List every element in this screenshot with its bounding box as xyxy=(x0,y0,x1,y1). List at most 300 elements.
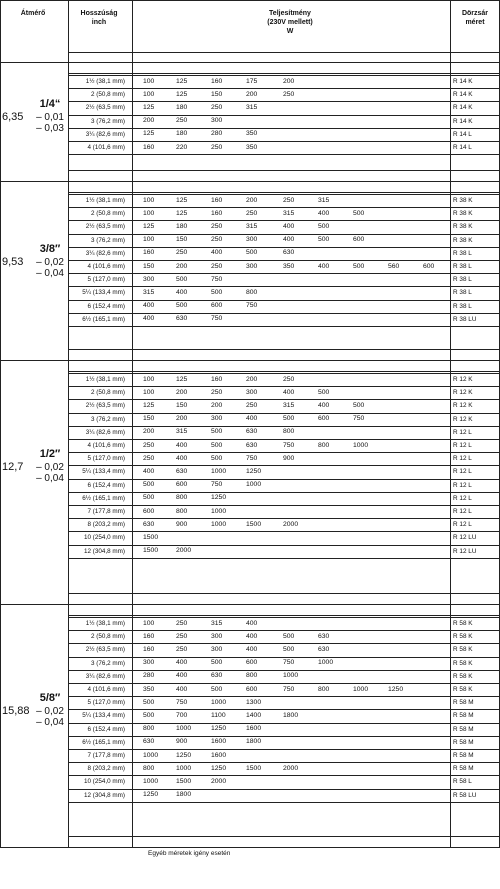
power-value: 150 xyxy=(211,90,223,98)
column-border xyxy=(0,0,1,847)
length-cell: 7 (177,8 mm) xyxy=(87,508,125,515)
power-value: 200 xyxy=(176,388,188,396)
power-value: 500 xyxy=(176,302,188,310)
reamer-code: R 38 L xyxy=(453,302,472,310)
power-value: 750 xyxy=(176,698,188,706)
power-value: 400 xyxy=(318,401,330,409)
reamer-code: R 58 K xyxy=(453,646,473,654)
power-value: 100 xyxy=(143,375,155,383)
row-border xyxy=(68,313,500,314)
length-cell: 12 (304,8 mm) xyxy=(84,791,125,799)
row-border xyxy=(68,273,500,274)
power-value: 300 xyxy=(246,262,258,270)
length-cell: 3 (76,2 mm) xyxy=(91,117,125,125)
power-value: 200 xyxy=(246,196,258,204)
power-value: 250 xyxy=(283,375,295,383)
power-value: 125 xyxy=(176,196,188,204)
power-value: 250 xyxy=(176,619,188,627)
power-value: 160 xyxy=(143,632,155,640)
reamer-code: R 12 LU xyxy=(453,534,477,542)
row-border xyxy=(68,426,500,427)
tolerance-lower: – 0,04 xyxy=(36,473,64,485)
group-spacer-line xyxy=(68,593,500,594)
header-reamer-line1: Dörzsár xyxy=(461,10,489,17)
length-cell: 3¼ (82,6 mm) xyxy=(85,672,125,680)
power-value: 400 xyxy=(283,236,295,244)
power-value: 1000 xyxy=(211,520,227,528)
reamer-code: R 14 L xyxy=(453,130,472,138)
power-value: 160 xyxy=(143,249,155,257)
footnote: Egyéb méretek igény esetén xyxy=(148,850,231,857)
power-value: 630 xyxy=(211,672,223,680)
power-value: 280 xyxy=(143,672,155,680)
reamer-code: R 12 LU xyxy=(453,547,477,555)
length-cell: 3¼ (82,6 mm) xyxy=(85,130,125,138)
length-cell: 6½ (165,1 mm) xyxy=(82,315,125,323)
reamer-code: R 12 L xyxy=(453,481,472,489)
power-value: 800 xyxy=(318,685,330,693)
power-value: 700 xyxy=(176,711,188,719)
power-value: 160 xyxy=(211,77,223,85)
row-border xyxy=(68,154,500,155)
reamer-code: R 12 L xyxy=(453,468,472,476)
group-spacer-line xyxy=(68,349,500,350)
power-value: 800 xyxy=(283,428,295,436)
power-value: 160 xyxy=(143,645,155,653)
power-value: 400 xyxy=(176,672,188,680)
header-power-line2: (230V mellett) xyxy=(267,18,313,26)
header-length-line1: Hosszúság xyxy=(80,10,118,17)
length-cell: 1½ (38,1 mm) xyxy=(85,197,125,204)
power-value: 300 xyxy=(211,645,223,653)
power-value: 200 xyxy=(211,401,223,409)
group-spacer-line xyxy=(68,192,500,193)
length-cell: 10 (254,0 mm) xyxy=(84,778,125,786)
row-border xyxy=(68,789,500,790)
power-value: 100 xyxy=(143,209,155,217)
power-value: 500 xyxy=(283,632,295,640)
row-border xyxy=(68,505,500,506)
power-value: 250 xyxy=(211,222,223,230)
tolerance-upper: – 0,01 xyxy=(36,111,64,123)
reamer-code: R 38 L xyxy=(453,249,472,257)
power-value: 315 xyxy=(318,196,330,204)
row-border xyxy=(68,762,500,763)
power-value: 2000 xyxy=(176,547,192,555)
row-border xyxy=(68,115,500,116)
power-value: 200 xyxy=(283,77,295,85)
power-value: 600 xyxy=(176,481,188,489)
power-value: 1600 xyxy=(211,738,227,746)
power-value: 630 xyxy=(318,632,330,640)
power-value: 315 xyxy=(246,103,258,111)
power-value: 500 xyxy=(143,698,155,706)
power-value: 150 xyxy=(143,415,155,423)
reamer-code: R 38 L xyxy=(453,263,472,270)
power-value: 100 xyxy=(143,619,155,627)
power-value: 1000 xyxy=(143,751,159,759)
power-value: 1000 xyxy=(143,777,159,785)
length-cell: 2½ (63,5 mm) xyxy=(85,223,125,231)
reamer-code: R 14 L xyxy=(453,144,472,151)
power-value: 280 xyxy=(211,130,223,138)
length-cell: 6 (152,4 mm) xyxy=(87,481,125,489)
row-border xyxy=(68,220,500,221)
group-spacer-line xyxy=(68,615,500,616)
header-reamer xyxy=(450,10,500,28)
power-value: 1400 xyxy=(246,711,262,719)
power-value: 500 xyxy=(211,659,223,667)
power-value: 1000 xyxy=(283,672,299,680)
power-value: 630 xyxy=(176,467,188,475)
power-value: 125 xyxy=(176,209,188,217)
length-cell: 2 (50,8 mm) xyxy=(91,633,125,641)
length-cell: 5 (127,0 mm) xyxy=(87,699,125,707)
power-value: 315 xyxy=(246,222,258,230)
group-separator xyxy=(0,604,500,605)
length-cell: 2 (50,8 mm) xyxy=(91,91,125,99)
power-value: 300 xyxy=(211,632,223,640)
row-border xyxy=(68,518,500,519)
length-cell: 1½ (38,1 mm) xyxy=(85,376,125,383)
row-border xyxy=(68,696,500,697)
group-separator xyxy=(0,181,500,182)
header-reamer-line2: méret xyxy=(465,18,485,26)
power-value: 1500 xyxy=(246,520,262,528)
power-value: 500 xyxy=(211,428,223,436)
tolerance-upper: – 0,02 xyxy=(36,706,64,718)
group-separator xyxy=(0,62,500,63)
tolerance-upper: – 0,02 xyxy=(36,257,64,268)
power-value: 400 xyxy=(176,685,188,693)
length-cell: 1½ (38,1 mm) xyxy=(85,620,125,627)
row-border xyxy=(68,413,500,414)
power-value: 250 xyxy=(176,249,188,257)
power-value: 100 xyxy=(143,388,155,396)
power-value: 800 xyxy=(176,507,188,515)
tolerance-lower: – 0,04 xyxy=(36,717,64,729)
power-value: 250 xyxy=(176,632,188,640)
reamer-code: R 58 M xyxy=(453,738,474,746)
power-value: 500 xyxy=(211,441,223,449)
power-value: 150 xyxy=(176,236,188,244)
power-value: 300 xyxy=(246,236,258,244)
reamer-code: R 58 K xyxy=(453,659,473,667)
power-value: 150 xyxy=(143,262,155,270)
power-value: 250 xyxy=(211,143,223,151)
power-value: 600 xyxy=(211,302,223,310)
diameter-fraction: 5/8″ xyxy=(39,692,61,705)
power-value: 400 xyxy=(143,315,155,323)
power-value: 600 xyxy=(423,262,435,270)
power-value: 400 xyxy=(211,249,223,257)
reamer-code: R 58 K xyxy=(453,633,473,641)
power-value: 250 xyxy=(143,441,155,449)
power-value: 500 xyxy=(353,262,365,270)
power-value: 400 xyxy=(318,209,330,217)
header-power-line1: Teljesítmény xyxy=(269,10,311,17)
row-border xyxy=(68,670,500,671)
power-value: 1000 xyxy=(176,725,192,733)
reamer-code: R 12 K xyxy=(453,402,473,410)
row-border xyxy=(68,247,500,248)
length-cell: 5 (127,0 mm) xyxy=(87,455,125,463)
reamer-code: R 58 K xyxy=(453,672,473,680)
length-cell: 5¼ (133,4 mm) xyxy=(82,289,125,297)
power-value: 1000 xyxy=(246,481,262,489)
row-border xyxy=(68,399,500,400)
length-cell: 7 (177,8 mm) xyxy=(87,752,125,759)
header-power xyxy=(132,10,448,36)
length-cell: 1½ (38,1 mm) xyxy=(85,78,125,85)
power-value: 300 xyxy=(143,275,155,283)
row-border xyxy=(68,492,500,493)
power-value: 750 xyxy=(283,659,295,667)
power-value: 400 xyxy=(283,222,295,230)
power-value: 1000 xyxy=(211,467,227,475)
power-value: 250 xyxy=(211,388,223,396)
power-value: 400 xyxy=(143,302,155,310)
power-value: 100 xyxy=(143,77,155,85)
row-border xyxy=(68,128,500,129)
power-value: 1250 xyxy=(211,725,227,733)
power-value: 350 xyxy=(143,685,155,693)
power-value: 315 xyxy=(176,428,188,436)
power-value: 150 xyxy=(176,401,188,409)
power-value: 630 xyxy=(143,738,155,746)
tolerance-lower: – 0,04 xyxy=(36,268,64,279)
power-value: 500 xyxy=(353,209,365,217)
power-value: 315 xyxy=(283,209,295,217)
power-value: 750 xyxy=(283,685,295,693)
group-spacer-line xyxy=(68,73,500,74)
row-border xyxy=(68,439,500,440)
header-diameter: Átmérő xyxy=(20,10,46,17)
header-length-line2: inch xyxy=(91,18,107,26)
power-value: 800 xyxy=(246,672,258,680)
power-value: 1000 xyxy=(211,507,227,515)
table-bottom-border xyxy=(0,847,500,848)
power-value: 750 xyxy=(283,441,295,449)
power-value: 125 xyxy=(176,77,188,85)
power-value: 500 xyxy=(283,415,295,423)
power-value: 160 xyxy=(211,209,223,217)
power-value: 800 xyxy=(318,441,330,449)
reamer-code: R 38 L xyxy=(453,276,472,284)
power-value: 500 xyxy=(211,288,223,296)
row-border xyxy=(68,88,500,89)
diameter-fraction: 1/2″ xyxy=(39,448,61,461)
row-border xyxy=(68,286,500,287)
power-value: 600 xyxy=(143,507,155,515)
row-border xyxy=(68,709,500,710)
power-value: 250 xyxy=(143,454,155,462)
length-cell: 2 (50,8 mm) xyxy=(91,389,125,397)
reamer-code: R 12 K xyxy=(453,415,473,423)
power-value: 300 xyxy=(143,659,155,667)
length-cell: 5 (127,0 mm) xyxy=(87,276,125,284)
power-value: 750 xyxy=(353,415,365,423)
power-value: 2000 xyxy=(211,777,227,785)
reamer-code: R 58 LU xyxy=(453,791,477,799)
power-value: 1000 xyxy=(353,441,369,449)
length-cell: 2 (50,8 mm) xyxy=(91,210,125,218)
power-value: 200 xyxy=(143,117,155,125)
power-value: 630 xyxy=(176,315,188,323)
length-cell: 6½ (165,1 mm) xyxy=(82,494,125,502)
power-value: 630 xyxy=(283,249,295,257)
reamer-code: R 38 K xyxy=(453,223,473,231)
length-cell: 4 (101,6 mm) xyxy=(87,442,125,449)
power-value: 630 xyxy=(246,441,258,449)
power-value: 1250 xyxy=(211,494,227,502)
power-value: 160 xyxy=(211,375,223,383)
power-value: 630 xyxy=(246,428,258,436)
row-border xyxy=(68,802,500,803)
row-border xyxy=(68,643,500,644)
power-value: 1300 xyxy=(246,698,262,706)
power-value: 250 xyxy=(283,90,295,98)
length-cell: 6 (152,4 mm) xyxy=(87,725,125,733)
row-border xyxy=(68,75,500,76)
power-value: 250 xyxy=(211,103,223,111)
power-value: 630 xyxy=(143,520,155,528)
power-value: 200 xyxy=(176,415,188,423)
tolerance-lower: – 0,03 xyxy=(36,122,64,134)
reamer-code: R 58 K xyxy=(453,686,473,693)
reamer-code: R 38 LU xyxy=(453,315,477,323)
power-value: 1000 xyxy=(176,764,192,772)
power-value: 600 xyxy=(353,236,365,244)
power-value: 200 xyxy=(246,90,258,98)
length-cell: 4 (101,6 mm) xyxy=(87,144,125,151)
power-value: 630 xyxy=(318,645,330,653)
reamer-code: R 38 L xyxy=(453,289,472,297)
reamer-code: R 14 K xyxy=(453,91,473,99)
power-value: 400 xyxy=(176,454,188,462)
reamer-code: R 12 K xyxy=(453,389,473,397)
power-value: 750 xyxy=(211,315,223,323)
power-value: 400 xyxy=(246,632,258,640)
diameter-mm: 9,53 xyxy=(2,256,24,268)
power-value: 250 xyxy=(246,401,258,409)
power-value: 500 xyxy=(283,645,295,653)
header-length xyxy=(68,10,130,28)
power-value: 200 xyxy=(246,375,258,383)
reamer-code: R 12 L xyxy=(453,508,472,515)
power-value: 1000 xyxy=(318,659,334,667)
length-cell: 3¼ (82,6 mm) xyxy=(85,428,125,436)
power-value: 125 xyxy=(143,401,155,409)
length-cell: 3 (76,2 mm) xyxy=(91,415,125,423)
power-value: 500 xyxy=(211,685,223,693)
power-value: 600 xyxy=(246,659,258,667)
power-value: 125 xyxy=(176,90,188,98)
diameter-mm: 6,35 xyxy=(2,110,24,123)
power-value: 560 xyxy=(388,262,400,270)
power-value: 250 xyxy=(176,117,188,125)
power-value: 300 xyxy=(211,117,223,125)
group-spacer-line xyxy=(68,371,500,372)
power-value: 1500 xyxy=(176,777,192,785)
power-value: 900 xyxy=(176,520,188,528)
row-border xyxy=(68,373,500,374)
length-cell: 2½ (63,5 mm) xyxy=(85,402,125,410)
length-cell: 2½ (63,5 mm) xyxy=(85,104,125,112)
power-value: 1100 xyxy=(211,711,226,719)
power-value: 400 xyxy=(176,441,188,449)
power-value: 900 xyxy=(176,738,188,746)
row-border xyxy=(68,300,500,301)
length-cell: 6 (152,4 mm) xyxy=(87,302,125,310)
row-border xyxy=(68,452,500,453)
length-cell: 3¼ (82,6 mm) xyxy=(85,249,125,257)
power-value: 1800 xyxy=(283,711,299,719)
power-value: 315 xyxy=(283,401,295,409)
length-cell: 3 (76,2 mm) xyxy=(91,659,125,667)
power-value: 750 xyxy=(246,302,258,310)
tolerance-upper: – 0,02 xyxy=(36,462,64,474)
diameter-mm: 15,88 xyxy=(2,705,30,718)
length-cell: 6½ (165,1 mm) xyxy=(82,738,125,746)
power-value: 200 xyxy=(176,262,188,270)
power-value: 800 xyxy=(246,288,258,296)
diameter-fraction: 1/4“ xyxy=(39,97,61,110)
power-value: 500 xyxy=(143,481,155,489)
row-border xyxy=(68,558,500,559)
row-border xyxy=(68,207,500,208)
power-value: 1000 xyxy=(353,685,369,693)
power-value: 400 xyxy=(283,388,295,396)
row-border xyxy=(68,465,500,466)
length-cell: 2½ (63,5 mm) xyxy=(85,646,125,654)
length-cell: 4 (101,6 mm) xyxy=(87,263,125,270)
power-value: 600 xyxy=(246,685,258,693)
power-value: 750 xyxy=(211,275,223,283)
power-value: 750 xyxy=(211,481,223,489)
power-value: 250 xyxy=(211,262,223,270)
reamer-code: R 14 K xyxy=(453,78,473,85)
length-cell: 5¼ (133,4 mm) xyxy=(82,712,125,720)
power-value: 500 xyxy=(211,454,223,462)
row-border xyxy=(68,479,500,480)
reamer-code: R 38 K xyxy=(453,197,473,204)
header-bottom-border xyxy=(68,52,500,53)
power-value: 160 xyxy=(211,196,223,204)
reamer-code: R 14 K xyxy=(453,104,473,112)
power-value: 180 xyxy=(176,130,188,138)
reamer-code: R 12 L xyxy=(453,428,472,436)
table-top-border xyxy=(0,0,500,1)
power-value: 500 xyxy=(318,222,330,230)
reamer-code: R 14 K xyxy=(453,117,473,125)
power-value: 1000 xyxy=(211,698,227,706)
group-separator xyxy=(0,360,500,361)
power-value: 1250 xyxy=(211,764,227,772)
power-value: 500 xyxy=(318,388,330,396)
power-value: 1250 xyxy=(246,467,262,475)
power-value: 100 xyxy=(143,90,155,98)
reamer-code: R 12 K xyxy=(453,376,473,383)
power-value: 400 xyxy=(318,262,330,270)
reamer-code: R 58 M xyxy=(453,752,474,759)
reamer-code: R 12 L xyxy=(453,494,472,502)
power-value: 400 xyxy=(176,288,188,296)
reamer-code: R 58 L xyxy=(453,778,472,786)
length-cell: 12 (304,8 mm) xyxy=(84,547,125,555)
power-value: 400 xyxy=(246,645,258,653)
power-value: 160 xyxy=(143,143,155,151)
